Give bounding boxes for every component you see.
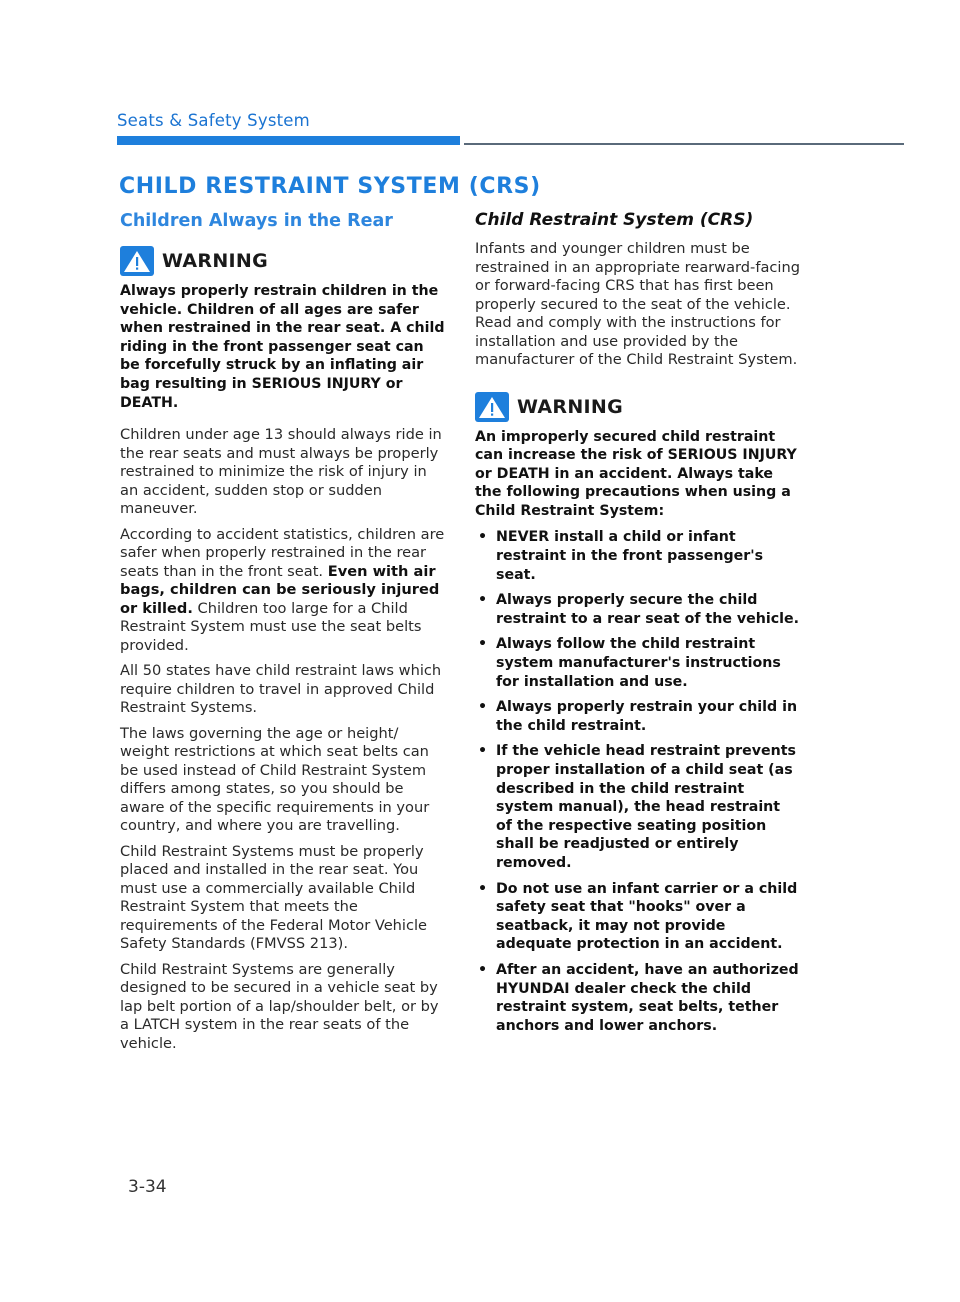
list-item: [475, 880, 800, 954]
section-header-label: Seats & Safety System: [117, 111, 310, 130]
bullet-glyph: •: [478, 529, 488, 546]
page-number: 3-34: [128, 1177, 167, 1197]
right-column: [475, 208, 800, 1042]
list-item: [475, 528, 800, 584]
list-item-text: Always properly secure the child restraint to a rear seat of the vehicle.: [496, 592, 799, 627]
bullet-glyph: •: [478, 961, 488, 978]
header-rule-accent: [117, 136, 460, 145]
list-item: [475, 635, 800, 691]
paragraph-text: According to accident statistics, children are safer when properly restrained in the rear seats than in the front seat.: [120, 525, 445, 580]
precaution-list: [475, 528, 800, 1035]
list-item: [475, 698, 800, 735]
warning-label: WARNING: [162, 250, 269, 272]
paragraph: Child Restraint Systems are generally designed to be secured in a vehicle seat by lap belt portion of a lap/shoulder belt, or by a LATCH system in the rear seats of the vehicle.: [120, 960, 439, 1052]
warning-triangle-icon: [120, 246, 154, 276]
left-warning-header: [120, 246, 445, 276]
list-item: [475, 591, 800, 628]
list-item-text: If the vehicle head restraint prevents proper installation of a child seat (as described in the child restraint system manual), the head restraint of the respective seating position shall be readjusted or entirely removed.: [496, 743, 796, 871]
bullet-glyph: •: [478, 743, 488, 760]
paragraph: Infants and younger children must be restrained in an appropriate rearward-facing or forward-facing CRS that has first been properly secured to the seat of the vehicle. Read and comply with the instructions for installation and use provided by the manufacturer of the Child Restraint System.: [475, 240, 800, 368]
right-warning-header: [475, 392, 800, 422]
warning-triangle-icon: [475, 392, 509, 422]
paragraph: All 50 states have child restraint laws which require children to travel in approved Child Restraint Systems.: [120, 662, 442, 717]
list-item-text: Always properly restrain your child in the child restraint.: [496, 699, 798, 734]
list-item: [475, 961, 800, 1035]
bullet-glyph: •: [478, 592, 488, 609]
header-rule-thin: [464, 143, 904, 145]
emphasis-text: Even with air bags, children can be seriously injured or killed.: [120, 562, 440, 617]
bullet-glyph: •: [478, 699, 488, 716]
list-item-text: Do not use an infant carrier or a child safety seat that "hooks" over a seatback, it may not provide adequate protection in an accident.: [496, 880, 798, 953]
right-subtitle: Child Restraint System (CRS): [475, 210, 754, 230]
left-warning-text: Always properly restrain children in the vehicle. Children of all ages are safer when restrained in the rear seat. A child riding in the front passenger seat can be forcefully struck by an inflating air bag resulting in SERIOUS INJURY or DEATH.: [120, 283, 445, 411]
paragraph: Children under age 13 should always ride in the rear seats and must always be properly restrained to minimize the risk of injury in an accident, sudden stop or sudden maneuver.: [120, 426, 442, 518]
list-item-text: After an accident, have an authorized HYUNDAI dealer check the child restraint system, seat belts, tether anchors and lower anchors.: [496, 961, 799, 1034]
paragraph-text: Children too large for a Child Restraint System must use the seat belts provided.: [120, 599, 422, 654]
bullet-glyph: •: [478, 636, 488, 653]
bullet-glyph: •: [478, 880, 488, 897]
list-item: [475, 742, 800, 872]
left-subtitle: Children Always in the Rear: [120, 211, 393, 231]
paragraph-with-emphasis: [120, 526, 445, 656]
paragraph: The laws governing the age or height/ weight restrictions at which seat belts can be used instead of Child Restraint System differs among states, so you should be aware of the specific requirements in your country, and where you are travelling.: [120, 724, 430, 835]
list-item-text: Always follow the child restraint system manufacturer's instructions for installation and use.: [496, 636, 781, 690]
right-warning-text: An improperly secured child restraint can increase the risk of SERIOUS INJURY or DEATH in an accident. Always take the following precautions when using a Child Restraint System:: [475, 428, 797, 519]
list-item-text: NEVER install a child or infant restraint in the front passenger's seat.: [496, 529, 764, 583]
left-column: [120, 208, 445, 1060]
paragraph: Child Restraint Systems must be properly placed and installed in the rear seat. You must use a commercially available Child Restraint System that meets the requirements of the Federal Motor Vehicle Safety Standards (FMVSS 213).: [120, 842, 428, 953]
warning-label: WARNING: [517, 395, 624, 418]
page-title: CHILD RESTRAINT SYSTEM (CRS): [119, 174, 541, 199]
